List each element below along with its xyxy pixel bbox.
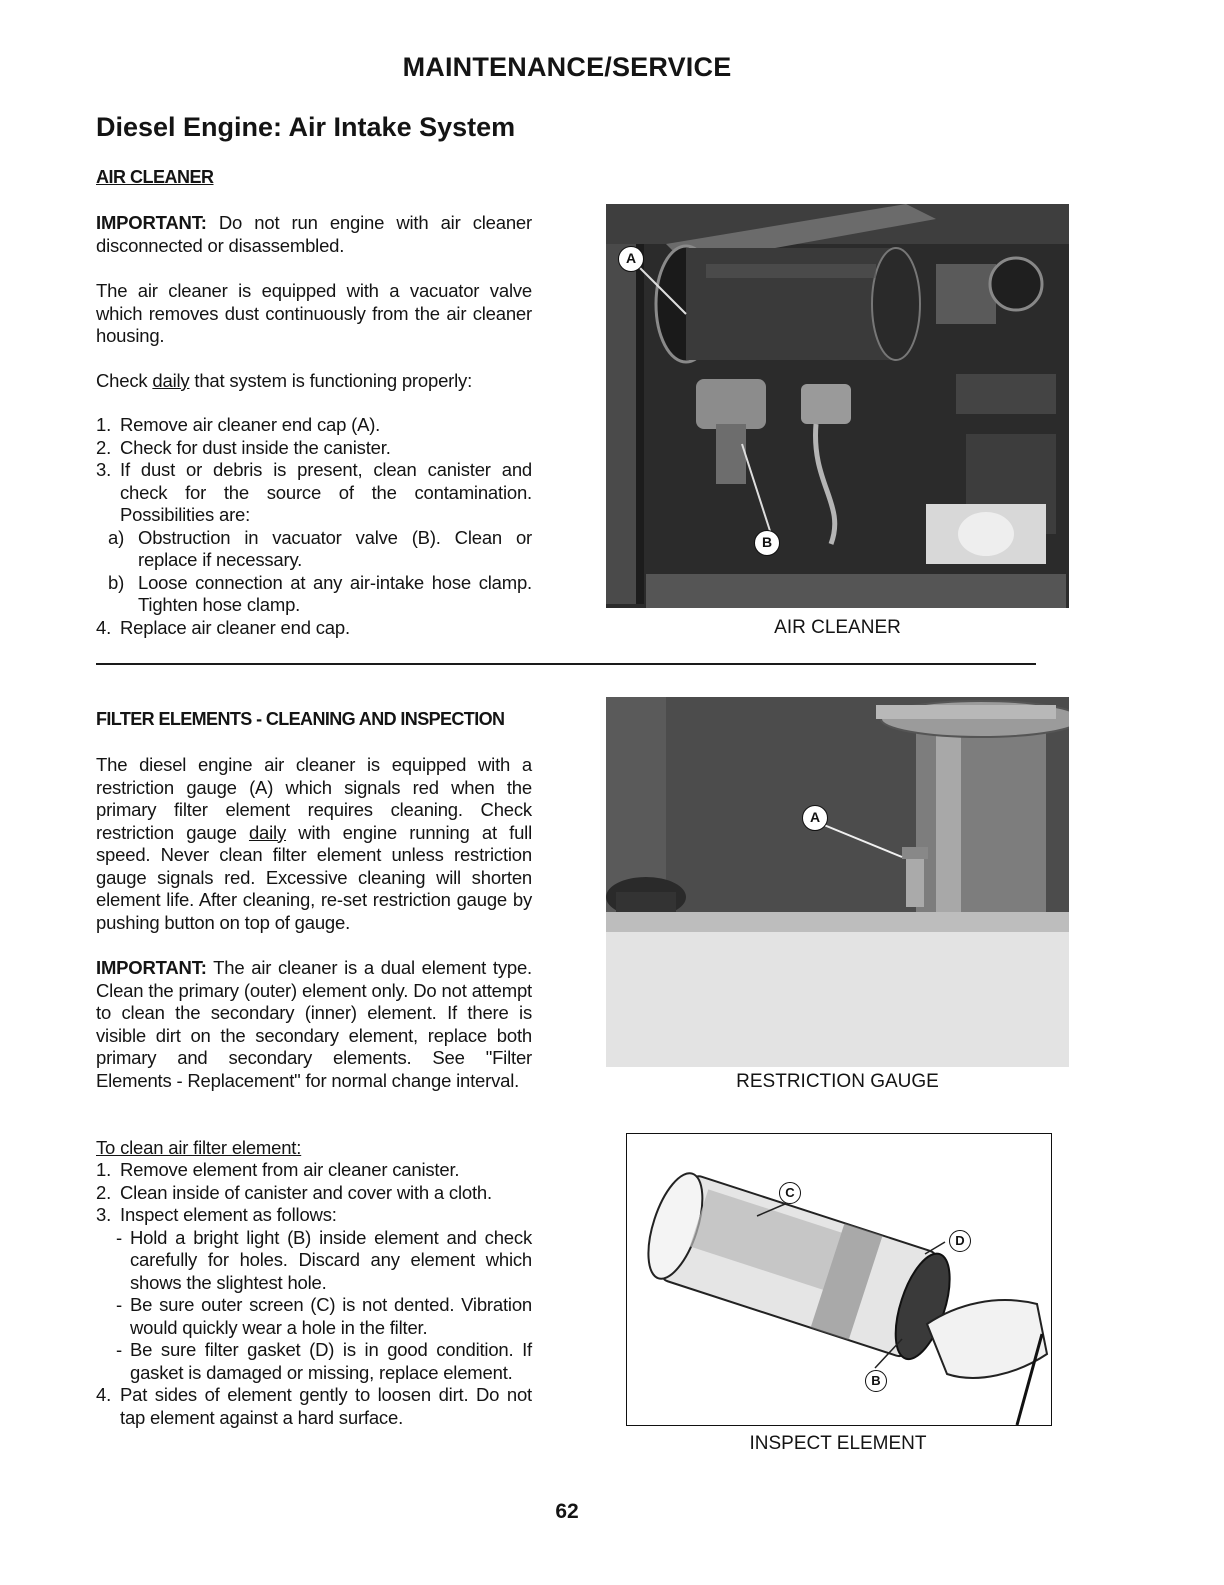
dash-list-item <box>96 1227 532 1295</box>
important-text: Do not run engine with air cleaner disconnected or disassembled. <box>96 212 532 256</box>
page-number: 62 <box>555 1500 579 1523</box>
air-cleaner-description: The air cleaner is equipped with a vacuator valve which removes dust continuously from the air cleaner housing. <box>96 280 532 346</box>
list-text: Replace air cleaner end cap. <box>120 616 350 638</box>
filter-heading: FILTER ELEMENTS - CLEANING AND INSPECTION <box>96 709 505 729</box>
list-number: 2. <box>96 436 112 458</box>
important-text: The air cleaner is a dual element type. Clean the primary (outer) element only. Do not attempt to clean the secondary (inner) element. If there is visible dirt on the secondary element, replace both primary and secondary elements. See "Filter Elements - Replacement" for normal change interval. <box>96 957 533 1091</box>
list-text: Be sure filter gasket (D) is in good condition. If gasket is damaged or missing, replace element. <box>130 1339 532 1383</box>
list-text: If dust or debris is present, clean canister and check for the source of the contamination. Possibilities are: <box>120 459 532 525</box>
list-number: 3. <box>96 1204 112 1225</box>
important-label: IMPORTANT: <box>96 957 207 978</box>
list-item <box>96 459 532 527</box>
filter-desc-daily: daily <box>248 821 287 843</box>
list-number: 4. <box>96 616 112 638</box>
section-divider <box>96 663 1036 665</box>
air-cleaner-illustration <box>606 204 1069 608</box>
dash-list-item <box>96 1294 532 1339</box>
list-item <box>96 437 532 460</box>
list-number: 2. <box>96 1181 112 1203</box>
air-cleaner-important <box>96 212 532 257</box>
inspect-element-figure <box>626 1133 1052 1426</box>
list-text: Check for dust inside the canister. <box>120 436 391 458</box>
list-text: Inspect element as follows: <box>120 1204 337 1225</box>
air-cleaner-photo <box>606 204 1069 608</box>
list-text: Pat sides of element gently to loosen dirt. Do not tap element against a hard surface. <box>120 1384 532 1428</box>
check-daily: daily <box>152 370 190 391</box>
restriction-gauge-photo <box>606 697 1069 1067</box>
list-text: Clean inside of canister and cover with a cloth. <box>120 1181 492 1203</box>
callout-b: B <box>865 1370 887 1392</box>
list-text: Remove air cleaner end cap (A). <box>120 414 381 435</box>
filter-description <box>96 754 532 934</box>
dash-list-item <box>96 1339 532 1384</box>
check-before: Check <box>96 370 153 391</box>
list-item <box>96 414 532 437</box>
list-number: 3. <box>96 459 112 480</box>
air-cleaner-steps <box>96 414 532 639</box>
list-text: Be sure outer screen (C) is not dented. Vibration would quickly wear a hole in the filter. <box>130 1294 532 1338</box>
list-number: - <box>116 1339 122 1360</box>
list-item <box>96 1159 532 1182</box>
section-title: Diesel Engine: Air Intake System <box>96 112 516 142</box>
list-text: Remove element from air cleaner canister. <box>120 1159 460 1180</box>
list-text: Hold a bright light (B) inside element and check carefully for holes. Discard any element which shows the slightest hole. <box>130 1226 532 1293</box>
sub-list-item <box>96 527 532 572</box>
restriction-gauge-caption: RESTRICTION GAUGE <box>736 1071 939 1092</box>
filter-desc-after: with engine running at full speed. Never clean filter element unless restriction gauge signals red. Excessive cleaning will shorten element life. After cleaning, re-set restriction gauge by pushing button on top of gauge. <box>96 821 532 933</box>
list-item <box>96 1384 532 1429</box>
check-daily-line <box>96 370 532 393</box>
callout-a: A <box>802 805 828 831</box>
callout-c: C <box>779 1182 801 1204</box>
callout-a: A <box>618 246 644 272</box>
air-cleaner-heading: AIR CLEANER <box>96 167 214 187</box>
page-header: MAINTENANCE/SERVICE <box>402 52 732 82</box>
air-cleaner-caption: AIR CLEANER <box>774 617 901 638</box>
list-item <box>96 617 532 640</box>
inspect-element-caption: INSPECT ELEMENT <box>749 1433 927 1454</box>
list-number: 1. <box>96 414 112 435</box>
list-number: - <box>116 1226 122 1248</box>
list-item <box>96 1182 532 1205</box>
list-text: Obstruction in vacuator valve (B). Clean or replace if necessary. <box>138 526 532 570</box>
callout-d: D <box>949 1230 971 1252</box>
check-after: that system is functioning properly: <box>189 370 473 391</box>
filter-desc-before: The diesel engine air cleaner is equipped with a restriction gauge (A) which signals red when the primary filter element requires cleaning. Check restriction gauge <box>96 754 532 843</box>
list-number: - <box>116 1294 122 1315</box>
list-text: Loose connection at any air-intake hose clamp. Tighten hose clamp. <box>138 571 532 615</box>
restriction-gauge-illustration <box>606 697 1069 1067</box>
clean-element-heading: To clean air filter element: <box>96 1137 302 1158</box>
list-number: a) <box>108 526 125 548</box>
important-label: IMPORTANT: <box>96 212 207 233</box>
list-number: 1. <box>96 1159 112 1180</box>
list-number: b) <box>108 571 125 593</box>
list-number: 4. <box>96 1384 112 1405</box>
clean-element-steps <box>96 1159 532 1429</box>
filter-important <box>96 957 532 1092</box>
sub-list-item <box>96 572 532 617</box>
filter-element-illustration <box>627 1134 1051 1425</box>
list-item <box>96 1204 532 1227</box>
callout-b: B <box>754 530 780 556</box>
